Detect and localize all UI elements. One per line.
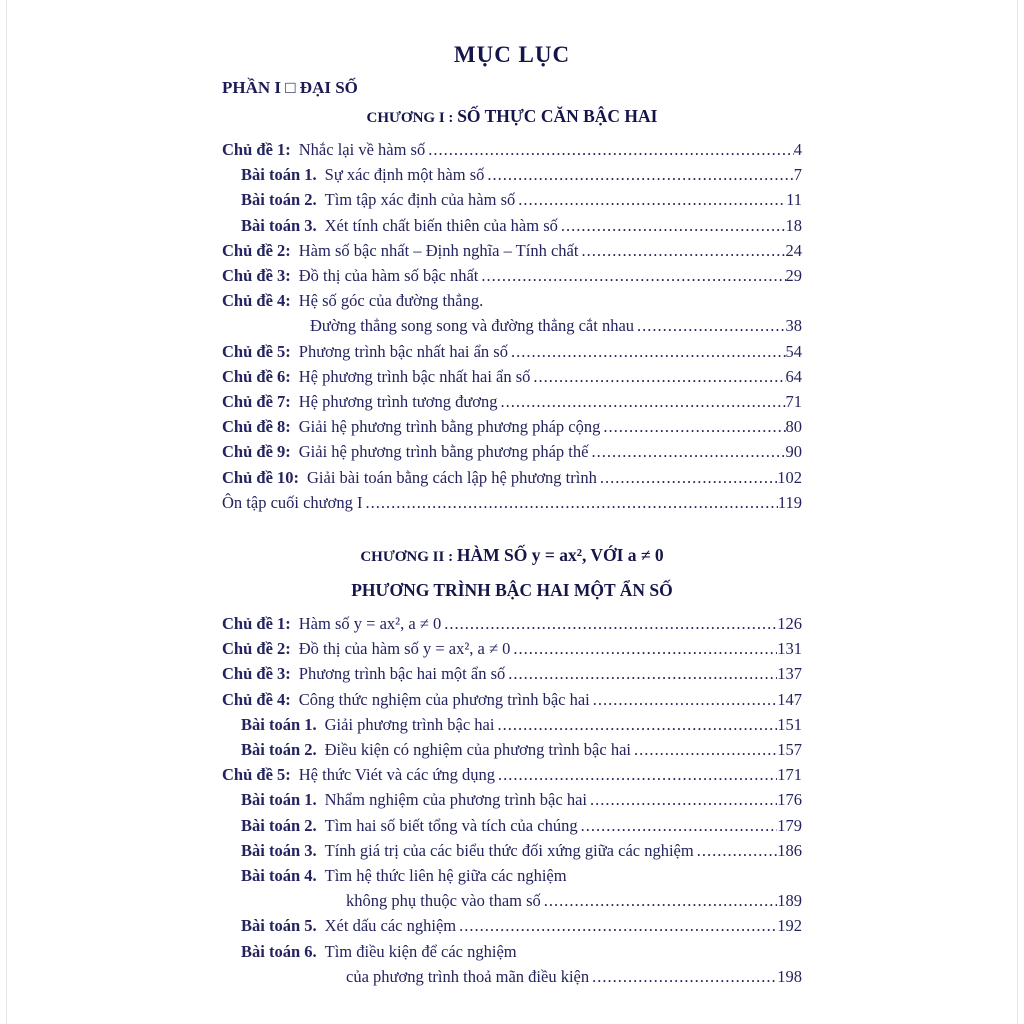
- entry-page-number: 24: [785, 240, 802, 260]
- entry-page-number: 186: [777, 840, 802, 860]
- entry-label: Bài toán 5.: [241, 916, 317, 936]
- entry-text: Nhẩm nghiệm của phương trình bậc hai: [324, 790, 587, 810]
- toc-entry: [222, 339, 802, 364]
- toc-entry-continuation: [310, 313, 802, 338]
- dot-leader: [456, 913, 777, 938]
- dot-leader: [590, 687, 777, 712]
- entry-text: Phương trình bậc nhất hai ẩn số: [298, 341, 508, 361]
- dot-leader: [694, 838, 778, 863]
- toc-entry: [241, 213, 802, 238]
- entry-text-continuation: không phụ thuộc vào tham số: [346, 891, 541, 911]
- toc-entry: [222, 465, 802, 490]
- dot-leader: [494, 712, 777, 737]
- entry-label: Chủ đề 5:: [222, 765, 291, 785]
- toc-entry: [241, 863, 802, 888]
- dot-leader: [441, 611, 777, 636]
- dot-leader: [588, 439, 785, 464]
- dot-leader: [510, 636, 777, 661]
- entry-page-number: 54: [785, 341, 802, 361]
- entry-page-number: 192: [777, 916, 802, 936]
- entry-page-number: 80: [785, 417, 802, 437]
- entry-page-number: 151: [777, 714, 802, 734]
- entry-text: Hệ phương trình tương đương: [298, 392, 498, 412]
- toc-section: [222, 541, 802, 989]
- dot-leader: [505, 661, 777, 686]
- entry-page-number: 71: [785, 392, 802, 412]
- toc-entry: [241, 737, 802, 762]
- entry-text: Hệ số góc của đường thẳng.: [298, 291, 484, 311]
- entry-text: Giải hệ phương trình bằng phương pháp thế: [298, 442, 589, 462]
- chapter-title: HÀM SỐ y = ax², VỚI a ≠ 0: [456, 545, 664, 566]
- toc-entry: [222, 238, 802, 263]
- entry-label: Bài toán 1.: [241, 165, 317, 185]
- entry-page-number: 90: [785, 442, 802, 462]
- toc-entry: [222, 389, 802, 414]
- entry-page-number: 171: [777, 765, 802, 785]
- entry-label: Bài toán 3.: [241, 840, 317, 860]
- entry-page-number: 157: [777, 740, 802, 760]
- part-heading: PHẦN I □ ĐẠI SỐ: [222, 78, 358, 97]
- entry-text: Tìm tập xác định của hàm số: [324, 190, 516, 210]
- entry-page-number: 131: [777, 639, 802, 659]
- entry-label: Chủ đề 8:: [222, 417, 291, 437]
- chapter-title: SỐ THỰC CĂN BẬC HAI: [457, 106, 658, 126]
- entry-label: Bài toán 2.: [241, 190, 317, 210]
- toc-entry-continuation: [346, 888, 802, 913]
- toc-entry: [241, 939, 802, 964]
- entry-page-number: 147: [777, 689, 802, 709]
- entry-page-number: 29: [785, 266, 802, 286]
- entry-text: Nhắc lại về hàm số: [298, 140, 426, 159]
- dot-leader: [631, 737, 777, 762]
- entry-text: Giải hệ phương trình bằng phương pháp cộng: [298, 417, 601, 437]
- toc-entry: [222, 611, 802, 636]
- page-title: MỤC LỤC: [453, 42, 571, 67]
- dot-leader: [425, 137, 794, 162]
- entry-page-number: 176: [777, 790, 802, 810]
- entry-label: Bài toán 1.: [241, 714, 317, 734]
- entry-text: Hệ thức Viét và các ứng dụng: [298, 765, 495, 785]
- entry-text: Tính giá trị của các biểu thức đối xứng giữa các nghiệm: [324, 840, 694, 860]
- chapter-number-prefix: CHƯƠNG I :: [366, 110, 458, 126]
- entry-page-number: 189: [777, 891, 802, 911]
- toc-entry: [222, 762, 802, 787]
- toc-entry: [222, 414, 802, 439]
- entry-page-number: 38: [785, 316, 802, 336]
- entry-page-number: 7: [793, 165, 802, 185]
- entry-text: Xét tính chất biến thiên của hàm số: [324, 215, 558, 235]
- toc-entry: [241, 813, 802, 838]
- dot-leader: [515, 187, 786, 212]
- entry-label: Chủ đề 4:: [222, 689, 291, 709]
- entry-page-number: 179: [777, 815, 802, 835]
- toc-entry: [241, 787, 802, 812]
- dot-leader: [484, 162, 793, 187]
- entry-text: Ôn tập cuối chương I: [222, 492, 363, 512]
- dot-leader: [558, 213, 786, 238]
- sections: [222, 102, 802, 989]
- entry-label: Chủ đề 4:: [222, 291, 291, 311]
- entry-text-continuation: của phương trình thoả mãn điều kiện: [346, 966, 590, 986]
- chapter-heading: [222, 576, 802, 606]
- entry-label: Chủ đề 3:: [222, 664, 291, 684]
- entry-label: Chủ đề 7:: [222, 392, 291, 412]
- entry-page-number: 11: [786, 190, 802, 210]
- chapter-title: PHƯƠNG TRÌNH BẬC HAI MỘT ẨN SỐ: [351, 580, 673, 601]
- toc-section: [222, 102, 802, 515]
- entry-label: Chủ đề 3:: [222, 266, 291, 286]
- entry-page-number: 198: [777, 966, 802, 986]
- entry-label: Chủ đề 2:: [222, 240, 291, 260]
- chapter-heading: [222, 102, 802, 132]
- entry-page-number: 137: [777, 664, 802, 684]
- toc-entry-continuation: [346, 964, 802, 989]
- dot-leader: [589, 964, 777, 989]
- entry-label: Chủ đề 2:: [222, 639, 291, 659]
- toc-entry: [222, 661, 802, 686]
- entry-label: Chủ đề 9:: [222, 442, 291, 462]
- dot-leader: [478, 263, 785, 288]
- entry-text: Sự xác định một hàm số: [324, 165, 485, 185]
- entry-text: Đồ thị của hàm số y = ax², a ≠ 0: [298, 639, 511, 659]
- dot-leader: [600, 414, 785, 439]
- entry-label: Bài toán 1.: [241, 790, 317, 810]
- chapter-number-prefix: CHƯƠNG II :: [360, 549, 457, 566]
- dot-leader: [587, 787, 777, 812]
- toc-entry: [241, 162, 802, 187]
- entry-text: Điều kiện có nghiệm của phương trình bậc hai: [324, 740, 631, 760]
- entry-page-number: 18: [785, 215, 802, 235]
- toc-entry: [241, 712, 802, 737]
- entry-label: Bài toán 2.: [241, 815, 317, 835]
- entry-text: Tìm hệ thức liên hệ giữa các nghiệm: [324, 866, 567, 886]
- entry-label: Chủ đề 1:: [222, 614, 291, 634]
- dot-leader: [530, 364, 785, 389]
- entry-label: Bài toán 4.: [241, 866, 317, 886]
- entry-text: Phương trình bậc hai một ẩn số: [298, 664, 506, 684]
- entry-text: Đồ thị của hàm số bậc nhất: [298, 266, 479, 286]
- entry-text-continuation: Đường thẳng song song và đường thẳng cắt nhau: [310, 316, 635, 336]
- entry-text: Hệ phương trình bậc nhất hai ẩn số: [298, 366, 531, 386]
- toc-entry: [222, 636, 802, 661]
- dot-leader: [597, 465, 777, 490]
- toc-entry: [222, 364, 802, 389]
- entry-label: Bài toán 3.: [241, 215, 317, 235]
- entry-text: Hàm số bậc nhất – Định nghĩa – Tính chất: [298, 240, 579, 260]
- entry-page-number: 64: [785, 366, 802, 386]
- toc-entry: [222, 263, 802, 288]
- entry-text: Công thức nghiệm của phương trình bậc hai: [298, 689, 590, 709]
- toc-page: [222, 42, 802, 989]
- toc-entry: [222, 137, 802, 162]
- dot-leader: [362, 490, 777, 515]
- toc-entry: [241, 913, 802, 938]
- entry-label: Bài toán 2.: [241, 740, 317, 760]
- toc-entry: [241, 187, 802, 212]
- entry-text: Giải phương trình bậc hai: [324, 714, 495, 734]
- entry-label: Chủ đề 10:: [222, 467, 300, 487]
- entry-page-number: 119: [777, 492, 802, 512]
- dot-leader: [578, 238, 785, 263]
- toc-entry: [222, 490, 802, 515]
- dot-leader: [541, 888, 777, 913]
- chapter-heading: [222, 541, 802, 571]
- dot-leader: [634, 313, 785, 338]
- entry-label: Bài toán 6.: [241, 941, 317, 961]
- entry-label: Chủ đề 5:: [222, 341, 291, 361]
- toc-entry: [222, 288, 802, 313]
- entry-page-number: 102: [777, 467, 802, 487]
- entry-text: Tìm hai số biết tổng và tích của chúng: [324, 815, 578, 835]
- entry-text: Hàm số y = ax², a ≠ 0: [298, 614, 442, 634]
- dot-leader: [495, 762, 777, 787]
- toc-entry: [241, 838, 802, 863]
- toc-entry: [222, 687, 802, 712]
- entry-text: Xét dấu các nghiệm: [324, 916, 457, 936]
- entry-page-number: 126: [777, 614, 802, 634]
- entry-text: Tìm điều kiện để các nghiệm: [324, 941, 517, 961]
- dot-leader: [578, 813, 778, 838]
- entry-label: Chủ đề 6:: [222, 366, 291, 386]
- dot-leader: [508, 339, 786, 364]
- dot-leader: [498, 389, 786, 414]
- entry-text: Giải bài toán bằng cách lập hệ phương trình: [307, 467, 597, 487]
- toc-entry: [222, 439, 802, 464]
- entry-page-number: 4: [793, 140, 802, 159]
- entry-label: Chủ đề 1:: [222, 140, 291, 159]
